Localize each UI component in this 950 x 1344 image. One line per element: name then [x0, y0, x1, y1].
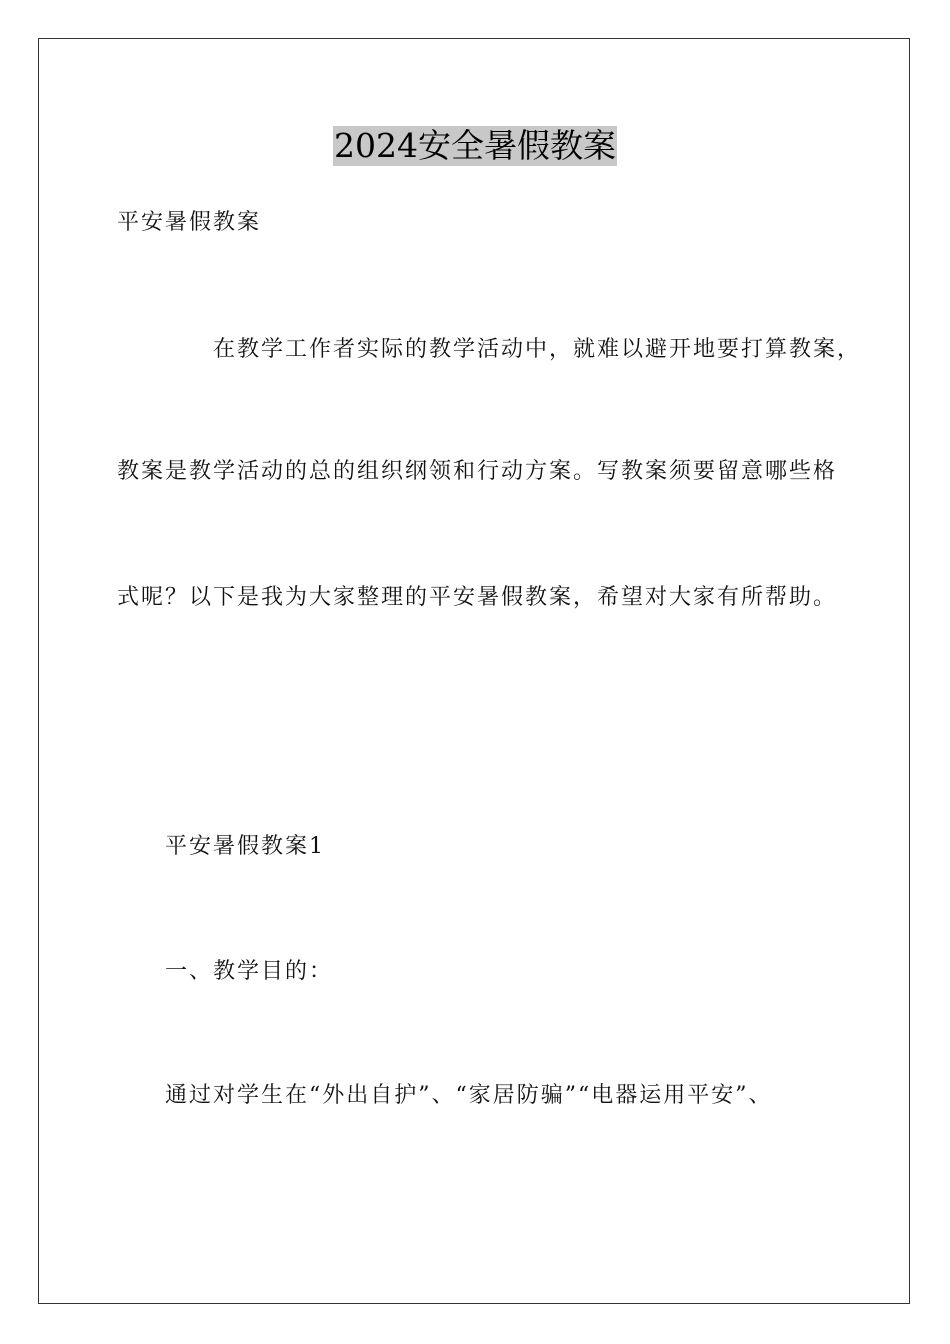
title-wrapper — [0, 126, 950, 166]
body-line: 通过对学生在“外出自护”、“家居防骗”“电器运用平安”、 — [165, 1083, 773, 1108]
document-title: 2024安全暑假教案 — [334, 126, 616, 165]
intro-line-1: 在教学工作者实际的教学活动中，就难以避开地要打算教案， — [213, 337, 862, 362]
intro-line-2: 教案是教学活动的总的组织纲领和行动方案。写教案须要留意哪些格 — [117, 459, 838, 484]
document-subtitle: 平安暑假教案 — [117, 210, 262, 235]
intro-line-3: 式呢？以下是我为大家整理的平安暑假教案，希望对大家有所帮助。 — [117, 585, 838, 610]
section-heading: 平安暑假教案1 — [165, 834, 325, 859]
item-heading: 一、教学目的： — [165, 959, 334, 984]
